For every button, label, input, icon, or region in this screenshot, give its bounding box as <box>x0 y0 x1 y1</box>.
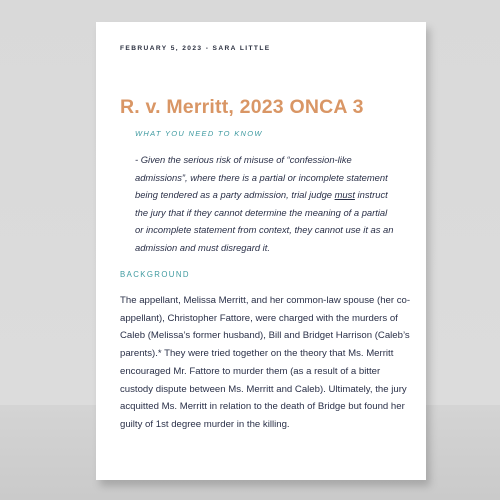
article-card <box>96 22 426 480</box>
article-title: R. v. Merritt, 2023 ONCA 3 <box>120 96 364 118</box>
summary-box <box>135 129 395 257</box>
article-meta: FEBRUARY 5, 2023 - SARA LITTLE <box>120 45 271 52</box>
section-heading-background: BACKGROUND <box>120 270 190 279</box>
summary-heading: WHAT YOU NEED TO KNOW <box>135 129 263 138</box>
body-paragraph: The appellant, Melissa Merritt, and her common-law spouse (her co-appellant), Christopher Fattore, were charged with the murders of Caleb (Melissa’s former husband), Bill and Bridget Harrison (Caleb’s parents).* They were tried together on the theory that Ms. Merritt encouraged Mr. Fattore to murder them (as a result of a bitter custody dispute between Ms. Merritt and Caleb). Ultimately, the jury acquitted Ms. Merritt in relation to the death of Bridge but found her guilty of 1st degree murder in the killing. <box>120 295 411 430</box>
summary-text-before: - Given the serious risk of misuse of “confession-like admissions”, where there is a partial or incomplete statement being tendered as a party admission, trial judge <box>135 154 388 201</box>
summary-emphasis: must <box>334 189 355 201</box>
summary-text <box>135 151 395 257</box>
summary-text-after: instruct the jury that if they cannot determine the meaning of a partial or incomplete statement from context, they cannot use it as an admission and must disregard it. <box>135 189 394 253</box>
